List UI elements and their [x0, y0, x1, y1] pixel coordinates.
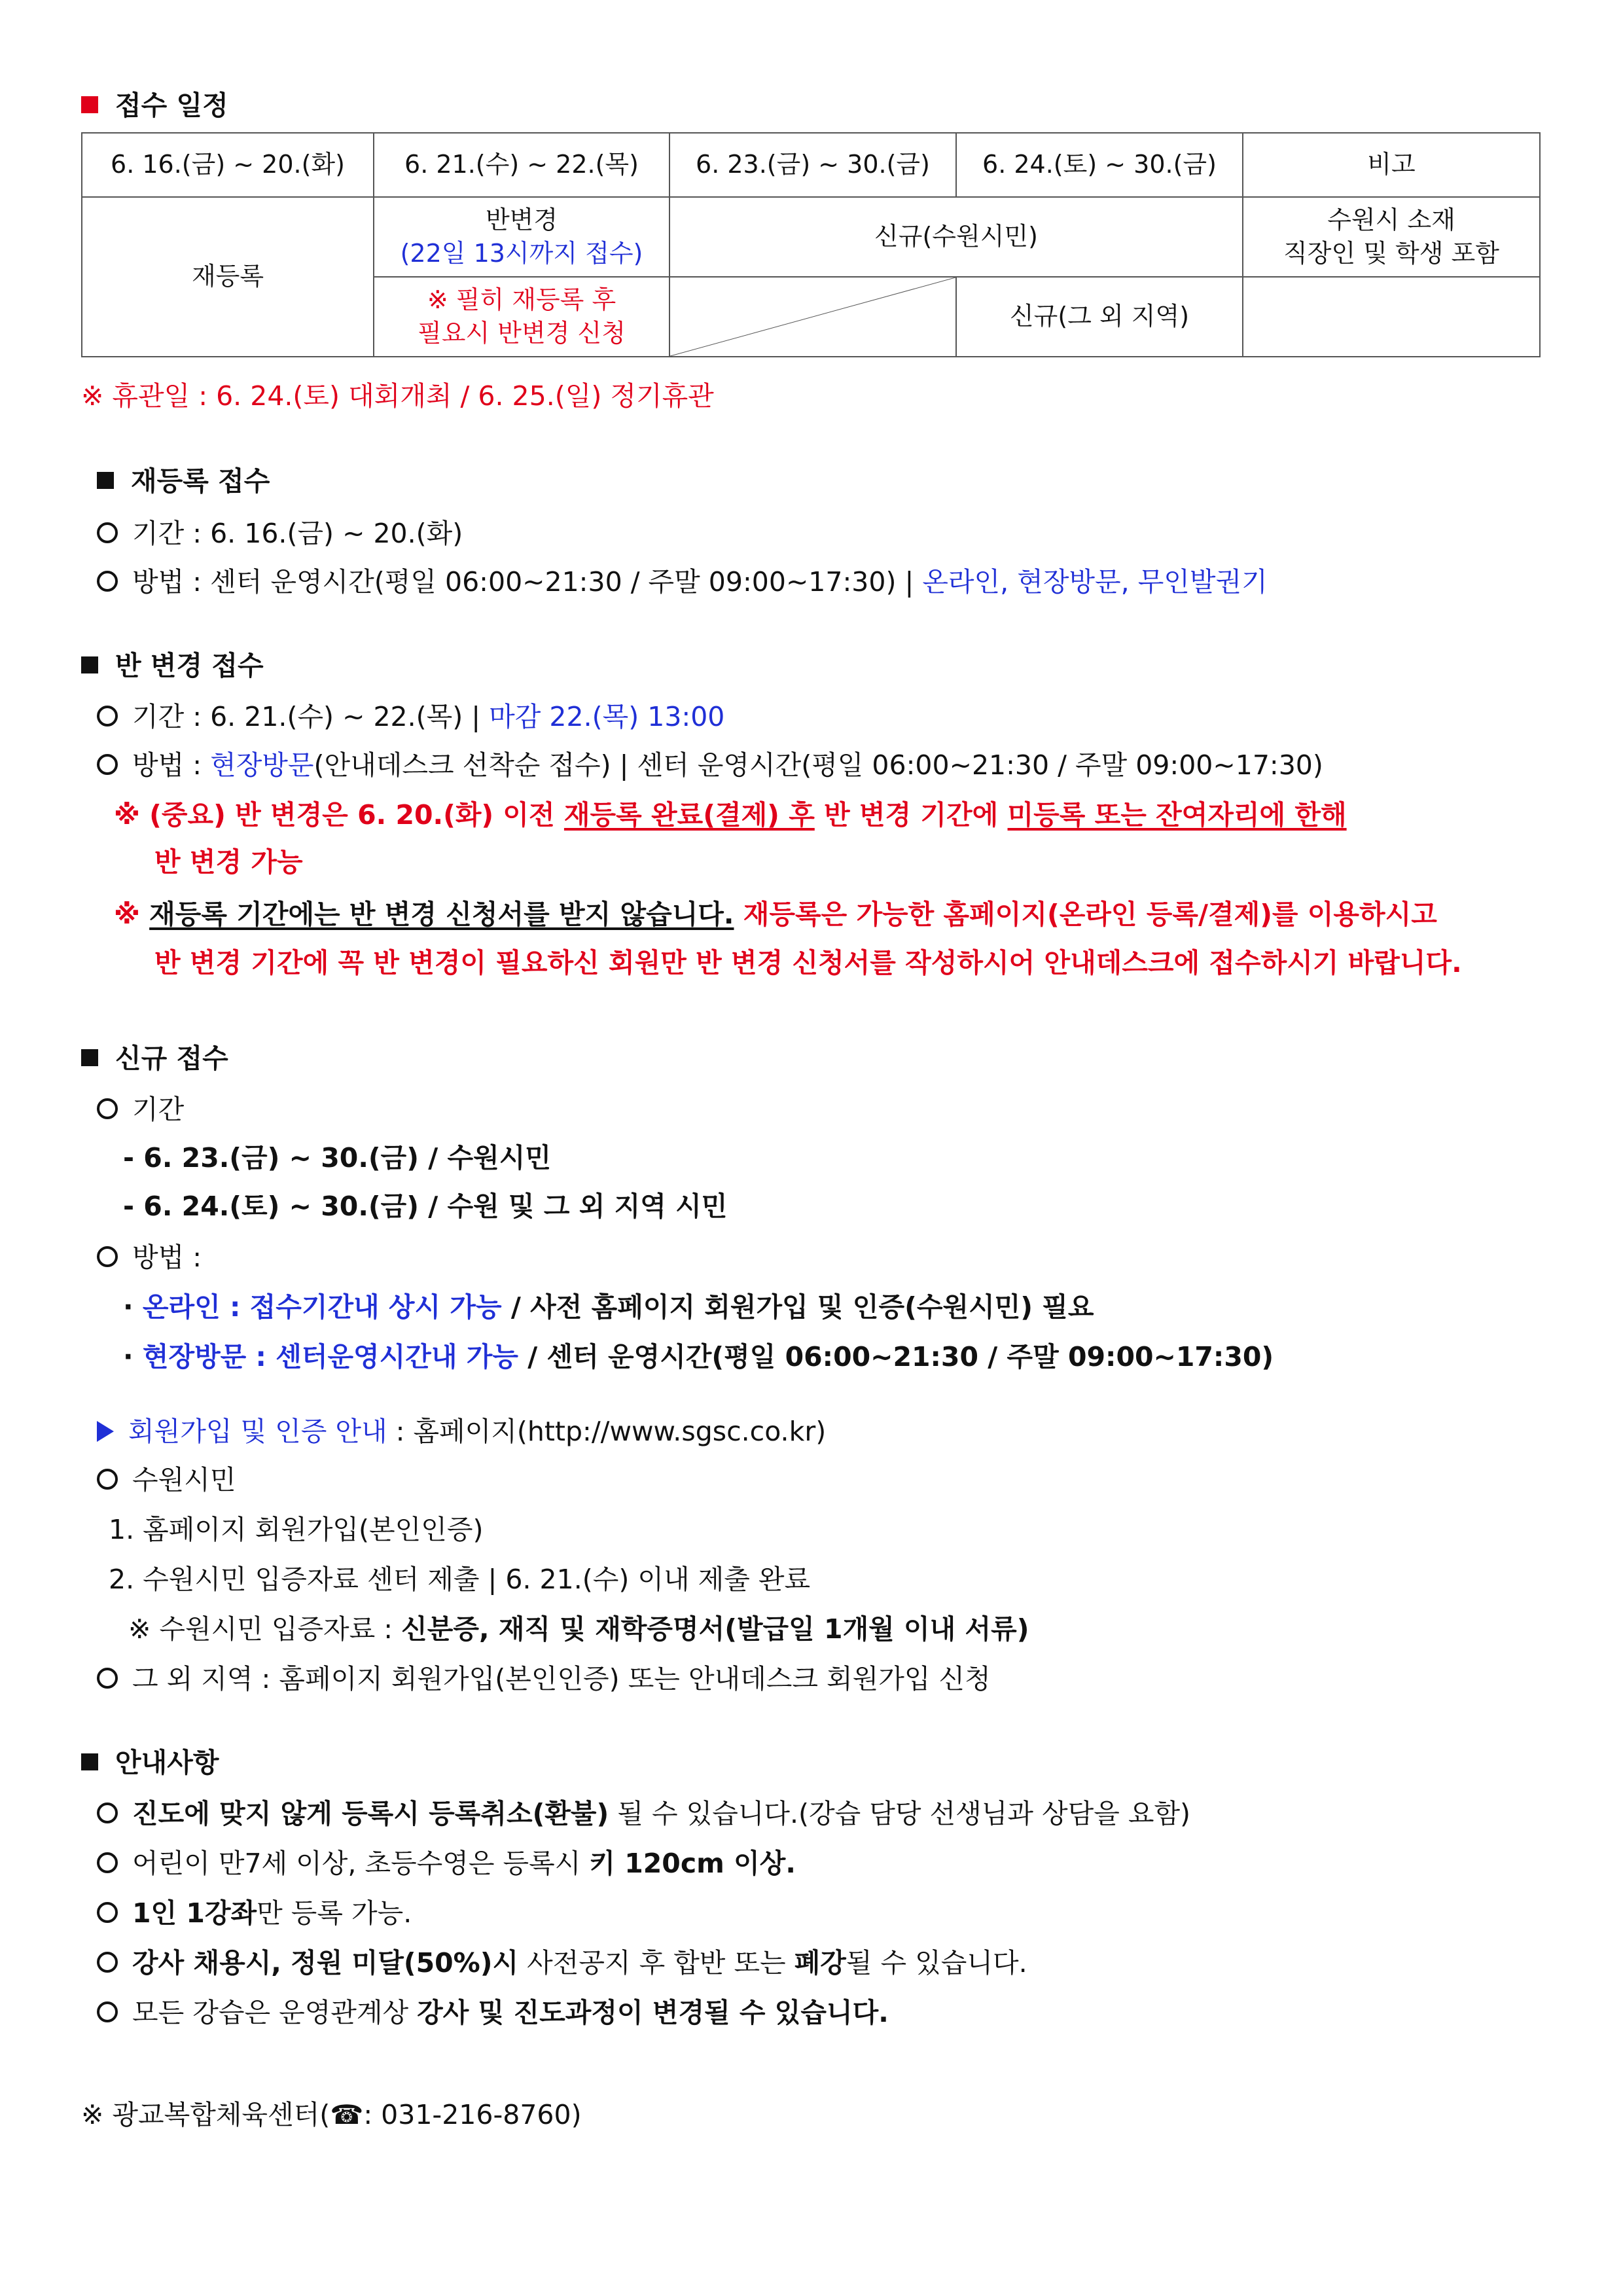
column-header: 비고 — [1243, 133, 1540, 197]
class-change-heading: 반 변경 접수 — [81, 644, 264, 683]
reregistration-channels: 온라인, 현장방문, 무인발권기 — [922, 566, 1268, 598]
column-header: 6. 16.(금) ~ 20.(화) — [82, 133, 374, 197]
class-change-note-1: ※ 필히 재등록 후 — [427, 285, 616, 314]
online-method: · 온라인 : 접수기간내 상시 가능 / 사전 홈페이지 회원가입 및 인증(수원시민) 필요 — [123, 1291, 1094, 1323]
circle-bullet-icon — [97, 1952, 118, 1973]
table-header-row — [82, 133, 1540, 197]
empty-remark-cell — [1243, 277, 1540, 357]
circle-bullet-icon — [97, 1902, 118, 1923]
footer-contact: ※ 광교복합체육센터(☎: 031-216-8760) — [81, 2099, 582, 2130]
class-change-label: 반변경 — [485, 205, 558, 234]
remark-line-2: 직장인 및 학생 포함 — [1283, 239, 1499, 268]
notice-item-4: 강사 채용시, 정원 미달(50%)시 사전공지 후 합반 또는 폐강될 수 있습니다. — [97, 1941, 1027, 1980]
reregistration-heading: 재등록 접수 — [97, 459, 270, 498]
circle-bullet-icon — [97, 1668, 118, 1689]
new-period-label: 기간 — [97, 1088, 184, 1126]
new-registration-heading: 신규 접수 — [81, 1037, 228, 1075]
notice-item-5: 모든 강습은 운영관계상 강사 및 진도과정이 변경될 수 있습니다. — [97, 1991, 889, 2030]
circle-bullet-icon — [97, 2001, 118, 2022]
schedule-heading: 접수 일정 — [81, 84, 228, 122]
suwon-step-1: 1. 홈페이지 회원가입(본인인증) — [109, 1514, 484, 1545]
class-change-note-2-cont: 반 변경 기간에 꼭 반 변경이 필요하신 회원만 반 변경 신청서를 작성하시어 안내데스크에 접수하시기 바랍니다. — [154, 947, 1462, 978]
column-header: 6. 24.(토) ~ 30.(금) — [956, 133, 1243, 197]
circle-bullet-icon — [97, 706, 118, 726]
circle-bullet-icon — [97, 1246, 118, 1267]
class-change-note-1-line: ※ (중요) 반 변경은 6. 20.(화) 이전 재등록 완료(결제) 후 반 변경 기간에 미등록 또는 잔여자리에 한해 — [114, 799, 1347, 831]
class-change-period: 기간 : 6. 21.(수) ~ 22.(목) | 마감 22.(목) 13:00 — [97, 695, 724, 734]
visit-method-line: · 현장방문 : 센터운영시간내 가능 / 센터 운영시간(평일 06:00~21:30 / 주말 09:00~17:30) — [123, 1341, 1274, 1372]
notice-item-2: 어린이 만7세 이상, 초등수영은 등록시 키 120cm 이상. — [97, 1842, 796, 1880]
class-change-note-cell — [374, 277, 669, 357]
suwon-label: 수원시민 — [97, 1458, 236, 1497]
red-square-bullet-icon — [81, 96, 98, 113]
reregister-cell: 재등록 — [82, 197, 374, 357]
class-change-cell — [374, 197, 669, 277]
square-bullet-icon — [81, 1049, 98, 1066]
visit-method: 현장방문 — [210, 749, 314, 781]
square-bullet-icon — [97, 472, 114, 489]
suwon-step-2: 2. 수원시민 입증자료 센터 제출 | 6. 21.(수) 이내 제출 완료 — [109, 1564, 811, 1595]
remark-line-1: 수원시 소재 — [1327, 205, 1455, 234]
circle-bullet-icon — [97, 522, 118, 543]
diagonal-line — [670, 278, 955, 356]
suwon-proof-note: ※ 수원시민 입증자료 : 신분증, 재직 및 재학증명서(발급일 1개월 이내 서류) — [128, 1613, 1029, 1645]
class-change-deadline: (22일 13시까지 접수) — [400, 239, 643, 268]
square-bullet-icon — [81, 1753, 98, 1770]
reregistration-method: 방법 : 센터 운영시간(평일 06:00~21:30 / 주말 09:00~17:30) | 온라인, 현장방문, 무인발권기 — [97, 560, 1268, 599]
new-other-cell: 신규(그 외 지역) — [956, 277, 1243, 357]
column-header: 6. 23.(금) ~ 30.(금) — [669, 133, 956, 197]
circle-bullet-icon — [97, 754, 118, 775]
notice-item-3: 1인 1강좌만 등록 가능. — [97, 1892, 412, 1930]
signup-guide: 회원가입 및 인증 안내 : 홈페이지(http://www.sgsc.co.kr) — [97, 1410, 826, 1448]
empty-diagonal-cell — [669, 277, 956, 357]
closed-days-note: ※ 휴관일 : 6. 24.(토) 대회개최 / 6. 25.(일) 정기휴관 — [81, 380, 714, 412]
new-suwon-cell: 신규(수원시민) — [669, 197, 1243, 277]
circle-bullet-icon — [97, 571, 118, 592]
class-change-method: 방법 : 현장방문(안내데스크 선착순 접수) | 센터 운영시간(평일 06:00~21:30 / 주말 09:00~17:30) — [97, 744, 1323, 782]
schedule-table — [81, 132, 1541, 357]
circle-bullet-icon — [97, 1803, 118, 1823]
notice-heading: 안내사항 — [81, 1741, 219, 1780]
class-change-deadline-text: 마감 22.(목) 13:00 — [489, 701, 725, 732]
remark-cell — [1243, 197, 1540, 277]
class-change-note-2-line: ※ 재등록 기간에는 반 변경 신청서를 받지 않습니다. 재등록은 가능한 홈페이지(온라인 등록/결제)를 이용하시고 — [114, 899, 1437, 930]
class-change-note-2: 필요시 반변경 신청 — [418, 319, 626, 348]
new-period-2: - 6. 24.(토) ~ 30.(금) / 수원 및 그 외 지역 시민 — [123, 1191, 728, 1222]
notice-item-1: 진도에 맞지 않게 등록시 등록취소(환불) 될 수 있습니다.(강습 담당 선생님과 상담을 요함) — [97, 1792, 1190, 1831]
triangle-arrow-icon — [97, 1421, 114, 1442]
class-change-note-1-cont: 반 변경 가능 — [154, 846, 303, 878]
phone-icon: ☎ — [330, 2099, 364, 2130]
circle-bullet-icon — [97, 1469, 118, 1490]
column-header: 6. 21.(수) ~ 22.(목) — [374, 133, 669, 197]
circle-bullet-icon — [97, 1852, 118, 1873]
new-method-label: 방법 : — [97, 1236, 202, 1274]
table-row — [82, 197, 1540, 277]
circle-bullet-icon — [97, 1098, 118, 1119]
reregistration-period: 기간 : 6. 16.(금) ~ 20.(화) — [97, 512, 463, 550]
square-bullet-icon — [81, 656, 98, 673]
new-period-1: - 6. 23.(금) ~ 30.(금) / 수원시민 — [123, 1142, 551, 1174]
other-region: 그 외 지역 : 홈페이지 회원가입(본인인증) 또는 안내데스크 회원가입 신청 — [97, 1657, 991, 1696]
